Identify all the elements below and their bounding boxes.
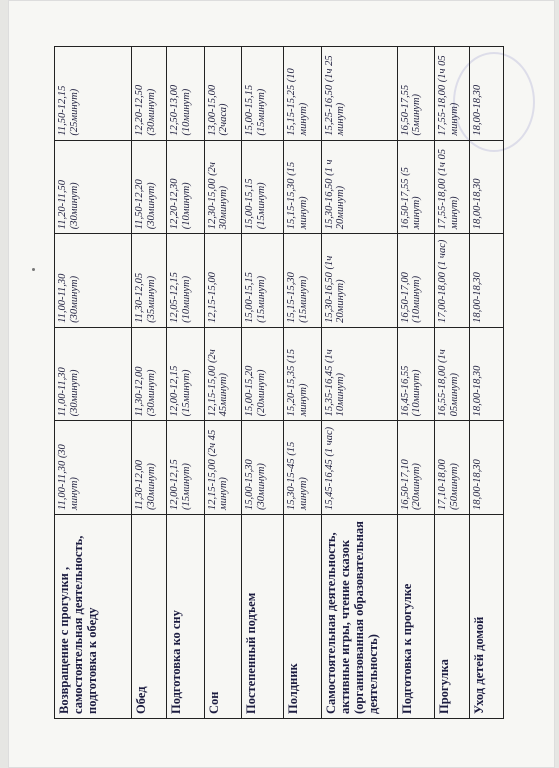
time-cell: 15,30-16,50 (1ч 20минут) (321, 234, 397, 328)
time-cell: 15,00-15,15 (15минут) (242, 234, 284, 328)
time-cell: 15,15-15,30 (15минут) (284, 234, 321, 328)
time-cell: 15,15-15,30 (15 минут) (284, 140, 321, 234)
schedule-row (132, 47, 167, 719)
rotated-table-box (54, 46, 504, 719)
schedule-row (435, 47, 470, 719)
activity-cell: Полдник (284, 515, 321, 719)
time-cell: 15,00-15,30 (30минут) (242, 421, 284, 515)
schedule-row (242, 47, 284, 719)
time-cell: 11,30-12,05 (35минут) (132, 234, 167, 328)
time-cell: 12,15-15,00 (2ч 45 минут) (204, 421, 241, 515)
time-cell: 11,30-12,00 (30минут) (132, 327, 167, 421)
time-cell: 16,50-17,55 (5 минут) (397, 140, 434, 234)
time-cell: 18,00-18,30 (470, 421, 504, 515)
schedule-row (167, 47, 204, 719)
activity-cell: Подготовка к прогулке (397, 515, 434, 719)
time-cell: 11,00-11,30 (30 минут) (55, 421, 132, 515)
activity-cell: Самостоятельная деятельность, активные игры, чтение сказок (организованная образовательная деятельность) (321, 515, 397, 719)
time-cell: 11,50-12,20 (30минут) (132, 140, 167, 234)
time-cell: 15,25-16,50 (1ч 25 минут) (321, 47, 397, 141)
time-cell: 12,20-12,30 (10минут) (167, 140, 204, 234)
time-cell: 18,00-18,30 (470, 47, 504, 141)
time-cell: 12,00-12,15 (15минут) (167, 421, 204, 515)
time-cell: 15,45-16,45 (1 час) (321, 421, 397, 515)
time-cell: 16,50-17,00 (10минут) (397, 234, 434, 328)
time-cell: 18,00-18,30 (470, 234, 504, 328)
time-cell: 16,45-16,55 (10минут) (397, 327, 434, 421)
time-cell: 11,00-11,30 (30минут) (55, 327, 132, 421)
time-cell: 15,00-15,15 (15минут) (242, 140, 284, 234)
time-cell: 12,05-12,15 (10минут) (167, 234, 204, 328)
time-cell: 11,30-12,00 (30минут) (132, 421, 167, 515)
time-cell: 15,00-15,20 (20минут) (242, 327, 284, 421)
activity-cell: Постепенный подъем (242, 515, 284, 719)
schedule-row (397, 47, 434, 719)
time-cell: 16,50-17,10 (20минут) (397, 421, 434, 515)
time-cell: 15,30-15-45 (15 минут) (284, 421, 321, 515)
time-cell: 18,00-18,30 (470, 327, 504, 421)
activity-cell: Обед (132, 515, 167, 719)
schedule-row (284, 47, 321, 719)
time-cell: 11,50-12,15 (25минут) (55, 47, 132, 141)
time-cell: 15,35-16,45 (1ч 10минут) (321, 327, 397, 421)
time-cell: 17,55-18,00 (1ч 05 минут) (435, 140, 470, 234)
activity-cell: Уход детей домой (470, 515, 504, 719)
scan-speck (32, 268, 35, 271)
activity-cell: Возвращение с прогулки , самостоятельная деятельность, подготовка к обеду (55, 515, 132, 719)
time-cell: 12,00-12,15 (15минут) (167, 327, 204, 421)
daily-schedule-table (54, 46, 504, 719)
scanned-page (8, 0, 555, 768)
rotated-table-area (54, 46, 504, 719)
time-cell: 13,00-15,00 (2часа) (204, 47, 241, 141)
schedule-row (321, 47, 397, 719)
activity-cell: Сон (204, 515, 241, 719)
time-cell: 12,20-12,50 (30минут) (132, 47, 167, 141)
time-cell: 12,15-15,00 (204, 234, 241, 328)
time-cell: 17,10-18,00 (50минут) (435, 421, 470, 515)
activity-cell: Прогулка (435, 515, 470, 719)
time-cell: 12,50-13,00 (10минут) (167, 47, 204, 141)
schedule-row (204, 47, 241, 719)
time-cell: 17,00-18,00 (1 час) (435, 234, 470, 328)
schedule-row (55, 47, 132, 719)
time-cell: 15,30-16,50 (1 ч 20минут) (321, 140, 397, 234)
time-cell: 16,50-17,55 (5минут) (397, 47, 434, 141)
time-cell: 15,15-15,25 (10 минут) (284, 47, 321, 141)
activity-cell: Подготовка ко сну (167, 515, 204, 719)
time-cell: 12,15-15,00 (2ч 45минут) (204, 327, 241, 421)
time-cell: 11,00-11,30 (30минут) (55, 234, 132, 328)
schedule-body (55, 47, 504, 719)
schedule-row (470, 47, 504, 719)
time-cell: 16,55-18,00 (1ч 05минут) (435, 327, 470, 421)
time-cell: 15,00-15,15 (15минут) (242, 47, 284, 141)
time-cell: 11,20-11,50 (30минут) (55, 140, 132, 234)
time-cell: 18,00-18,30 (470, 140, 504, 234)
time-cell: 12,30-15,00 (2ч 30минут) (204, 140, 241, 234)
time-cell: 17,55-18,00 (1ч 05 минут) (435, 47, 470, 141)
time-cell: 15,20-15,35 (15 минут) (284, 327, 321, 421)
